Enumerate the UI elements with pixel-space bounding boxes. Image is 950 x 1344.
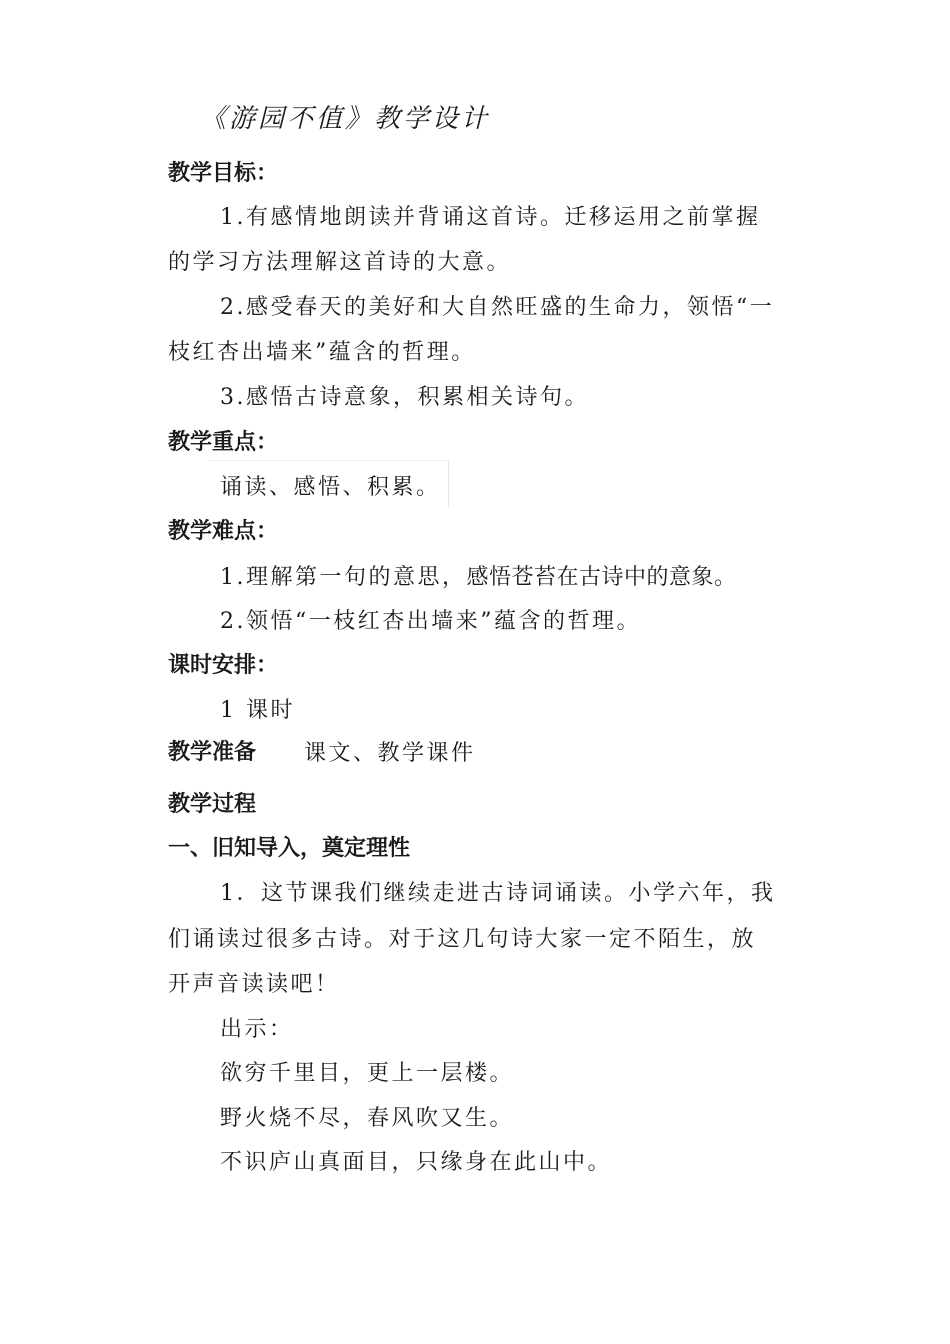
poem-line-3: 不识庐山真面目，只缘身在此山中。 [220, 1150, 613, 1175]
difficulty-1-suffix: 感悟苍苔在古诗中的意象。 [466, 565, 737, 590]
process-heading: 教学过程 [168, 792, 257, 817]
objective-2-line-1: 2.感受春天的美好和大自然旺盛的生命力，领悟“一 [220, 295, 775, 320]
difficulty-1-prefix: 1.理解第一句的意思， [220, 565, 467, 590]
objective-3: 3.感悟古诗意象，积累相关诗句。 [220, 385, 589, 410]
process-para-1-line-2: 们诵读过很多古诗。对于这几句诗大家一定不陌生，放 [168, 927, 757, 952]
show-label: 出示： [220, 1017, 294, 1042]
objective-2-line-2: 枝红杏出墙来”蕴含的哲理。 [168, 340, 476, 365]
poem-line-1: 欲穷千里目，更上一层楼。 [220, 1061, 515, 1086]
difficulty-2: 2.领悟“一枝红杏出墙来”蕴含的哲理。 [220, 609, 641, 634]
schedule-text: 1 课时 [220, 698, 295, 723]
difficulties-heading: 教学难点： [168, 519, 279, 544]
objective-1-line-2: 的学习方法理解这首诗的大意。 [168, 250, 512, 275]
process-para-1-line-1: 1．这节课我们继续走进古诗词诵读。小学六年，我 [220, 881, 776, 906]
key-points-text: 诵读、感悟、积累。 [220, 475, 441, 500]
poem-line-2: 野火烧不尽，春风吹又生。 [220, 1106, 515, 1131]
process-para-1-line-3: 开声音读读吧！ [168, 972, 340, 997]
difficulty-1 [220, 560, 737, 591]
preparation-text: 课文、教学课件 [304, 741, 476, 766]
key-points-heading: 教学重点： [168, 430, 279, 455]
document-title: 《游园不值》教学设计 [200, 104, 491, 134]
objective-1-line-1: 1.有感情地朗读并背诵这首诗。迁移运用之前掌握 [220, 205, 761, 230]
preparation-heading: 教学准备 [168, 740, 257, 765]
section-1-heading: 一、旧知导入，奠定理性 [168, 836, 411, 861]
objectives-heading: 教学目标： [168, 161, 279, 186]
schedule-heading: 课时安排： [168, 653, 279, 678]
